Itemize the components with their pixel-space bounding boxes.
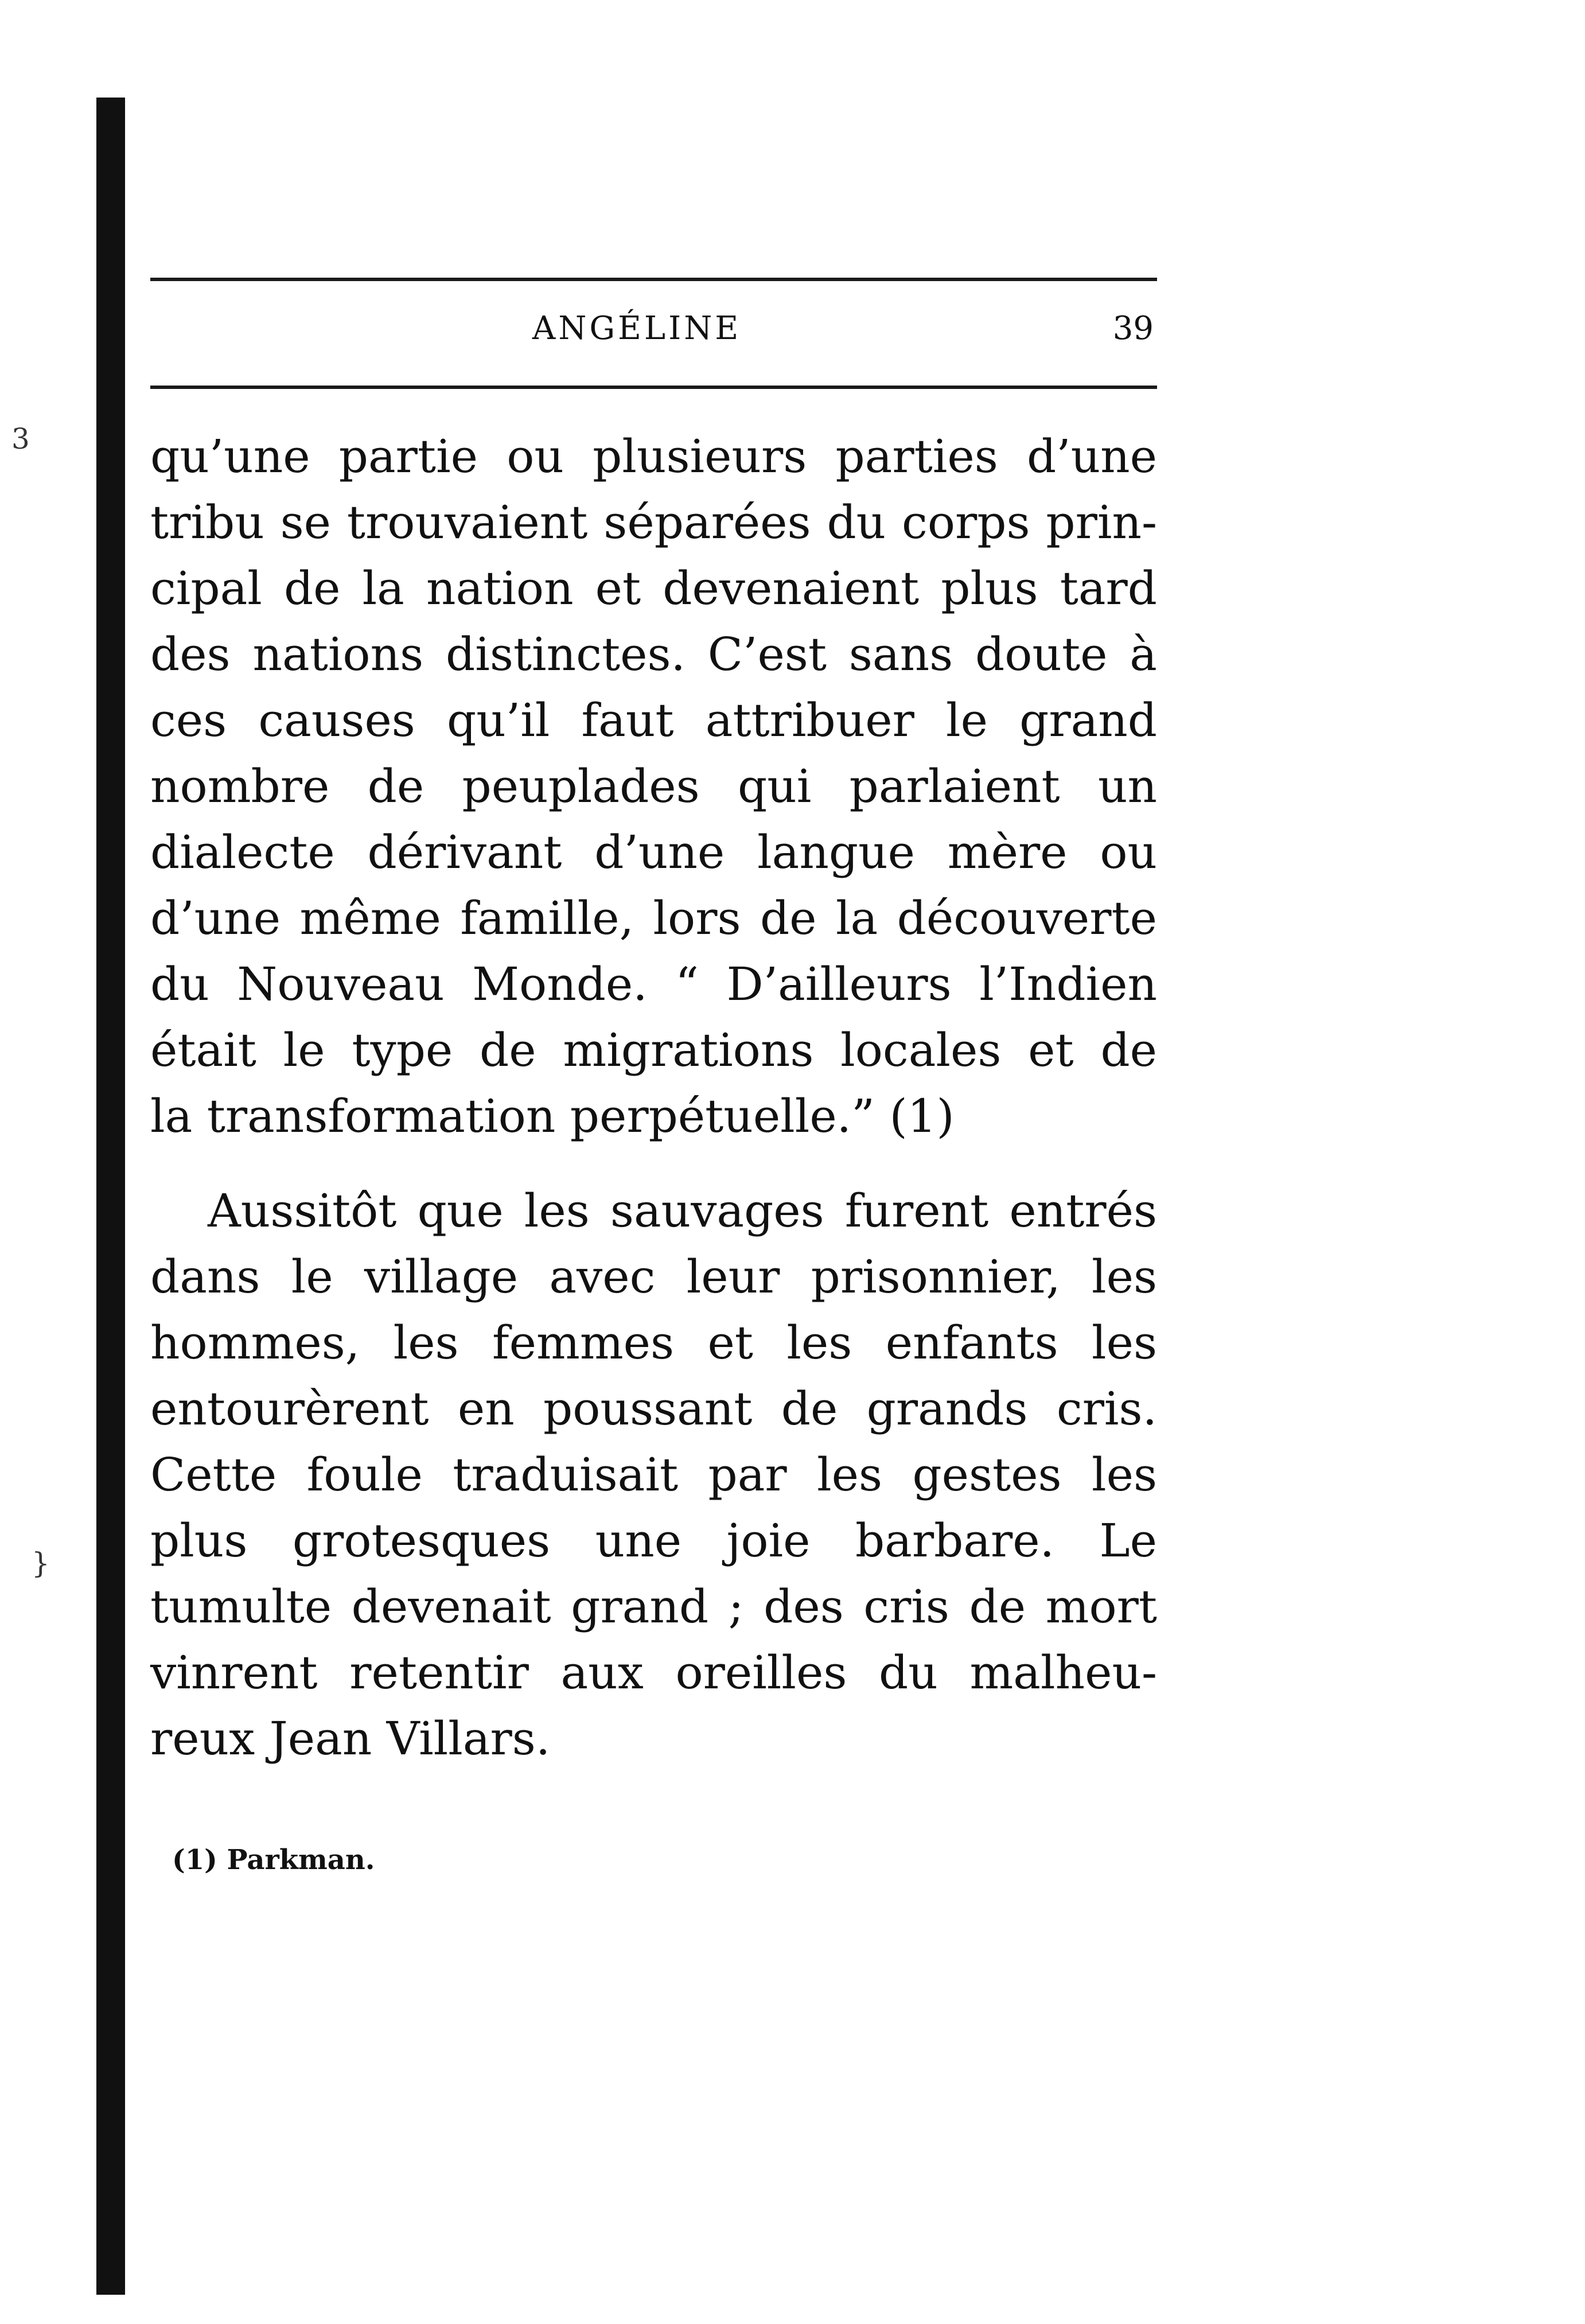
- running-title: ANGÉLINE: [532, 310, 742, 347]
- text-line: hommes, les femmes et les enfants les: [150, 1316, 1157, 1369]
- text-line: tumulte devenait grand ; des cris de mort: [150, 1580, 1157, 1633]
- paragraph-1: [150, 423, 1157, 1149]
- text-line: était le type de migrations locales et de: [150, 1023, 1157, 1077]
- header-rule-top: [150, 278, 1157, 281]
- header-rule-bottom: [150, 386, 1157, 389]
- page-number: 39: [1112, 310, 1154, 347]
- text-line: nombre de peuplades qui parlaient un: [150, 760, 1157, 813]
- text-line: dialecte dérivant d’une langue mère ou: [150, 826, 1157, 879]
- text-line: du Nouveau Monde. “ D’ailleurs l’Indien: [150, 957, 1157, 1011]
- text-line: ces causes qu’il faut attribuer le grand: [150, 694, 1157, 747]
- margin-mark-3: 3: [11, 422, 30, 456]
- text-line: des nations distinctes. C’est sans doute à: [150, 628, 1157, 681]
- text-line: dans le village avec leur prisonnier, les: [150, 1250, 1157, 1303]
- binding-edge: [96, 98, 125, 2295]
- footnote: (1) Parkman.: [172, 1844, 375, 1876]
- text-line: plus grotesques une joie barbare. Le: [150, 1514, 1157, 1567]
- text-line: tribu se trouvaient séparées du corps prin-: [150, 496, 1157, 549]
- text-line: la transformation perpétuelle.” (1): [150, 1089, 955, 1143]
- text-line: entourèrent en poussant de grands cris.: [150, 1382, 1157, 1435]
- text-line: qu’une partie ou plusieurs parties d’une: [150, 430, 1157, 483]
- text-line: vinrent retentir aux oreilles du malheu-: [150, 1646, 1157, 1699]
- text-line: reux Jean Villars.: [150, 1712, 551, 1765]
- paragraph-2: [150, 1178, 1157, 1772]
- text-line: Aussitôt que les sauvages furent entrés: [208, 1184, 1157, 1237]
- text-line: cipal de la nation et devenaient plus tard: [150, 562, 1157, 615]
- text-line: Cette foule traduisait par les gestes les: [150, 1448, 1157, 1501]
- margin-mark-brace: }: [32, 1547, 50, 1580]
- text-line: d’une même famille, lors de la découverte: [150, 892, 1157, 945]
